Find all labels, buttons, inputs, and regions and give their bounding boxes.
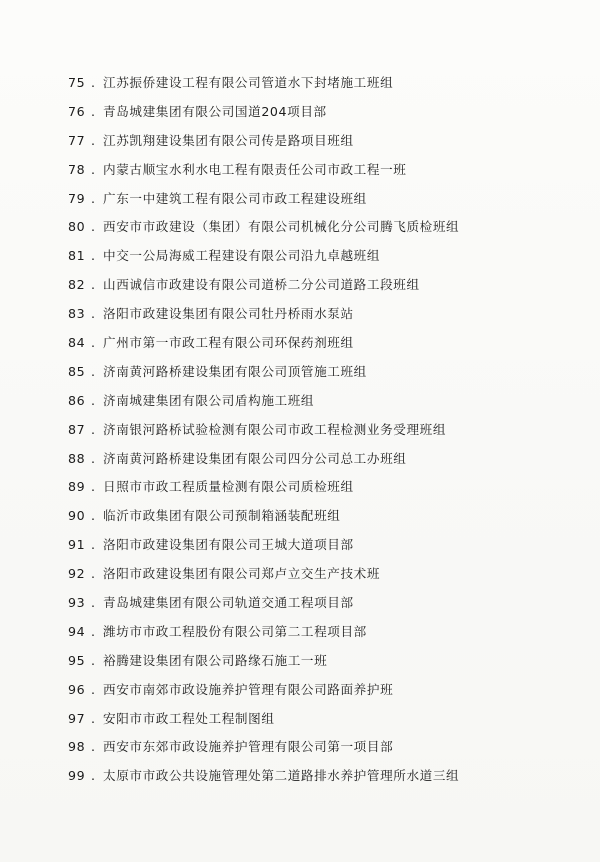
- entry-list: [68, 69, 459, 791]
- list-item: 83 . 洛阳市政建设集团有限公司牡丹桥雨水泵站: [68, 300, 459, 329]
- item-name: 广州市第一市政工程有限公司环保药剂班组: [103, 335, 354, 351]
- list-item: 88 . 济南黄河路桥建设集团有限公司四分公司总工办班组: [68, 445, 459, 474]
- list-item: 76 . 青岛城建集团有限公司国道204项目部: [68, 98, 459, 127]
- item-number: 85: [68, 363, 86, 379]
- item-number: 92: [68, 566, 86, 582]
- item-name: 安阳市市政工程处工程制图组: [103, 710, 275, 726]
- list-item: 99 . 太原市市政公共设施管理处第二道路排水养护管理所水道三组: [68, 762, 459, 791]
- item-name: 青岛城建集团有限公司国道204项目部: [103, 103, 327, 119]
- item-name: 西安市南郊市政设施养护管理有限公司路面养护班: [103, 681, 394, 697]
- list-item: 91 . 洛阳市政建设集团有限公司王城大道项目部: [68, 531, 459, 560]
- item-number: 88: [68, 450, 86, 466]
- list-item: 80 . 西安市市政建设（集团）有限公司机械化分公司腾飞质检班组: [68, 213, 459, 242]
- list-item: 85 . 济南黄河路桥建设集团有限公司顶管施工班组: [68, 358, 459, 387]
- item-number: 84: [68, 335, 86, 351]
- item-number: 97: [68, 710, 86, 726]
- item-name: 日照市市政工程质量检测有限公司质检班组: [103, 479, 354, 495]
- item-name: 江苏凯翔建设集团有限公司传是路项目班组: [103, 132, 354, 148]
- list-item: 75 . 江苏振侨建设工程有限公司管道水下封堵施工班组: [68, 69, 459, 98]
- list-item: 96 . 西安市南郊市政设施养护管理有限公司路面养护班: [68, 676, 459, 705]
- item-name: 济南城建集团有限公司盾构施工班组: [103, 392, 315, 408]
- item-number: 99: [68, 768, 86, 784]
- item-name: 山西诚信市政建设有限公司道桥二分公司道路工段班组: [103, 277, 420, 293]
- item-number: 82: [68, 277, 86, 293]
- list-item: 77 . 江苏凯翔建设集团有限公司传是路项目班组: [68, 127, 459, 156]
- list-item: 97 . 安阳市市政工程处工程制图组: [68, 705, 459, 734]
- item-name: 中交一公局海威工程建设有限公司沿九卓越班组: [103, 248, 381, 264]
- item-name: 济南黄河路桥建设集团有限公司顶管施工班组: [103, 363, 367, 379]
- list-item: 84 . 广州市第一市政工程有限公司环保药剂班组: [68, 329, 459, 358]
- item-name: 青岛城建集团有限公司轨道交通工程项目部: [103, 595, 354, 611]
- item-name: 洛阳市政建设集团有限公司郑卢立交生产技术班: [103, 566, 381, 582]
- list-item: 93 . 青岛城建集团有限公司轨道交通工程项目部: [68, 589, 459, 618]
- item-number: 77: [68, 132, 86, 148]
- item-number: 91: [68, 537, 86, 553]
- item-number: 89: [68, 479, 86, 495]
- item-number: 75: [68, 75, 86, 90]
- item-number: 79: [68, 190, 86, 206]
- list-item: 81 . 中交一公局海威工程建设有限公司沿九卓越班组: [68, 242, 459, 271]
- item-number: 78: [68, 161, 86, 177]
- item-name: 广东一中建筑工程有限公司市政工程建设班组: [103, 190, 367, 206]
- list-item: 78 . 内蒙古顺宝水利水电工程有限责任公司市政工程一班: [68, 156, 459, 185]
- item-name: 济南银河路桥试验检测有限公司市政工程检测业务受理班组: [103, 421, 447, 437]
- item-name: 江苏振侨建设工程有限公司管道水下封堵施工班组: [103, 75, 394, 90]
- item-name: 潍坊市市政工程股份有限公司第二工程项目部: [103, 623, 367, 639]
- item-number: 86: [68, 392, 86, 408]
- list-item: 90 . 临沂市政集团有限公司预制箱涵装配班组: [68, 502, 459, 531]
- item-number: 80: [68, 219, 86, 235]
- item-number: 90: [68, 508, 86, 524]
- item-name: 西安市东郊市政设施养护管理有限公司第一项目部: [103, 739, 394, 755]
- list-item: 95 . 裕腾建设集团有限公司路缘石施工一班: [68, 647, 459, 676]
- list-item: 82 . 山西诚信市政建设有限公司道桥二分公司道路工段班组: [68, 271, 459, 300]
- item-number: 81: [68, 248, 86, 264]
- item-name: 西安市市政建设（集团）有限公司机械化分公司腾飞质检班组: [103, 219, 460, 235]
- item-name: 内蒙古顺宝水利水电工程有限责任公司市政工程一班: [103, 161, 407, 177]
- item-name: 济南黄河路桥建设集团有限公司四分公司总工办班组: [103, 450, 407, 466]
- item-name: 洛阳市政建设集团有限公司牡丹桥雨水泵站: [103, 306, 354, 322]
- list-item: 89 . 日照市市政工程质量检测有限公司质检班组: [68, 473, 459, 502]
- list-item: 79 . 广东一中建筑工程有限公司市政工程建设班组: [68, 185, 459, 214]
- item-name: 临沂市政集团有限公司预制箱涵装配班组: [103, 508, 341, 524]
- list-item: 92 . 洛阳市政建设集团有限公司郑卢立交生产技术班: [68, 560, 459, 589]
- item-name: 洛阳市政建设集团有限公司王城大道项目部: [103, 537, 354, 553]
- item-name: 太原市市政公共设施管理处第二道路排水养护管理所水道三组: [103, 768, 460, 784]
- list-item: 86 . 济南城建集团有限公司盾构施工班组: [68, 387, 459, 416]
- item-number: 76: [68, 103, 86, 119]
- item-name: 裕腾建设集团有限公司路缘石施工一班: [103, 652, 328, 668]
- item-number: 83: [68, 306, 86, 322]
- list-item: 87 . 济南银河路桥试验检测有限公司市政工程检测业务受理班组: [68, 416, 459, 445]
- item-number: 87: [68, 421, 86, 437]
- item-number: 98: [68, 739, 86, 755]
- item-number: 94: [68, 623, 86, 639]
- list-item: 98 . 西安市东郊市政设施养护管理有限公司第一项目部: [68, 733, 459, 762]
- item-number: 95: [68, 652, 86, 668]
- item-number: 93: [68, 595, 86, 611]
- item-number: 96: [68, 681, 86, 697]
- list-item: 94 . 潍坊市市政工程股份有限公司第二工程项目部: [68, 618, 459, 647]
